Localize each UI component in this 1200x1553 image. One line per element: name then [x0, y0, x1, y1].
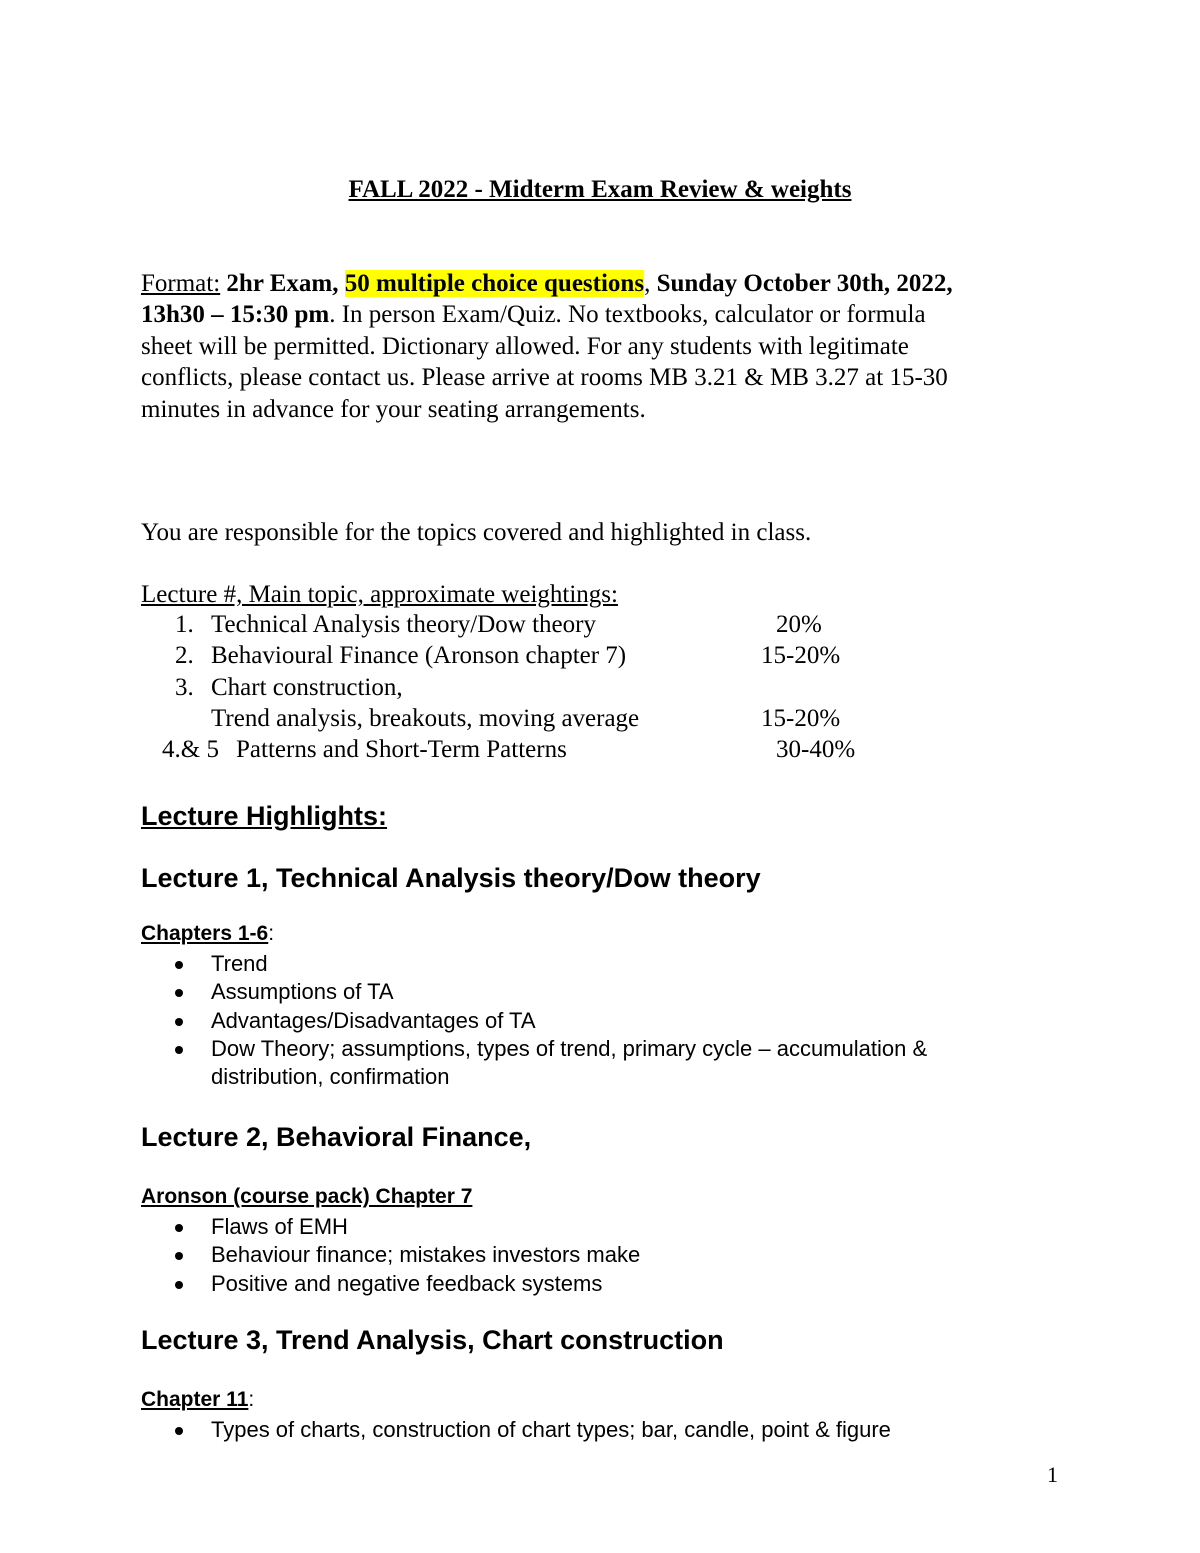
weight-row-value: 15-20% — [761, 642, 841, 669]
bullet-dot — [175, 1427, 183, 1435]
lecture-2-bullet: Flaws of EMH — [211, 1214, 348, 1239]
lecture-3-heading: Lecture 3, Trend Analysis, Chart construction — [141, 1325, 724, 1355]
weight-row-value: 20% — [776, 611, 822, 638]
lecture-3-bullet: Types of charts, construction of chart types; bar, candle, point & figure — [211, 1417, 891, 1442]
lecture-3-colon: : — [248, 1388, 255, 1411]
lecture-1-colon: : — [268, 922, 275, 945]
lecture-3-chapters-label: Chapter 11 — [141, 1388, 249, 1411]
weight-row-num: 4.& 5 — [162, 736, 219, 763]
lecture-1-bullet-continued: distribution, confirmation — [211, 1064, 450, 1089]
lecture-2-bullet: Positive and negative feedback systems — [211, 1271, 603, 1296]
bullet-dot — [175, 961, 183, 969]
weight-row-topic: Technical Analysis theory/Dow theory — [211, 611, 596, 638]
weight-row-num: 3. — [175, 674, 194, 701]
weight-row-num: 2. — [175, 642, 194, 669]
weight-row-value: 15-20% — [761, 705, 841, 732]
responsibility-note: You are responsible for the topics covered and highlighted in class. — [141, 519, 812, 546]
weight-row-topic: Trend analysis, breakouts, moving average — [211, 705, 640, 732]
weights-heading: Lecture #, Main topic, approximate weightings: — [141, 581, 618, 608]
exam-date: Sunday October 30th, 2022, — [656, 270, 953, 297]
format-line-2 — [141, 299, 926, 331]
bullet-dot — [175, 1281, 183, 1289]
weight-row-topic: Patterns and Short-Term Patterns — [236, 736, 567, 763]
document-title: FALL 2022 - Midterm Exam Review & weights — [348, 176, 852, 203]
lecture-1-bullet: Assumptions of TA — [211, 979, 394, 1004]
lecture-2-chapters: Aronson (course pack) Chapter 7 — [141, 1185, 473, 1208]
bullet-dot — [175, 989, 183, 997]
lecture-1-bullet: Dow Theory; assumptions, types of trend, primary cycle – accumulation & — [211, 1036, 928, 1061]
format-label: Format: — [141, 270, 221, 297]
bullet-dot — [175, 1224, 183, 1232]
weight-row-value: 30-40% — [776, 736, 856, 763]
format-line-5: minutes in advance for your seating arrangements. — [141, 396, 646, 423]
lecture-1-bullet: Advantages/Disadvantages of TA — [211, 1008, 536, 1033]
lecture-2-bullet: Behaviour finance; mistakes investors make — [211, 1242, 641, 1267]
format-line-4: conflicts, please contact us. Please arrive at rooms MB 3.21 & MB 3.27 at 15-30 — [141, 364, 948, 391]
bullet-dot — [175, 1046, 183, 1054]
format-line-1: Format: 2hr Exam, 50 multiple choice questions, Sunday October 30th, 2022, — [141, 270, 953, 297]
lecture-2-heading: Lecture 2, Behavioral Finance, — [141, 1122, 532, 1152]
format-line-2-text: . In person Exam/Quiz. No textbooks, calculator or formula — [329, 301, 926, 328]
highlights-heading: Lecture Highlights: — [141, 801, 388, 831]
lecture-1-bullet: Trend — [211, 951, 268, 976]
bullet-dot — [175, 1252, 183, 1260]
exam-time: 13h30 – 15:30 pm — [141, 301, 330, 328]
lecture-1-chapters-label: Chapters 1-6 — [141, 922, 269, 945]
weight-row-num: 1. — [175, 611, 194, 638]
page-number: 1 — [1047, 1462, 1058, 1487]
weight-row-topic: Chart construction, — [211, 674, 403, 701]
lecture-1-heading: Lecture 1, Technical Analysis theory/Dow theory — [141, 863, 761, 893]
weight-row-topic: Behavioural Finance (Aronson chapter 7) — [211, 642, 627, 669]
bullet-dot — [175, 1018, 183, 1026]
questions-highlight: 50 multiple choice questions — [344, 270, 645, 297]
lecture-3-chapters — [141, 1388, 254, 1412]
exam-length: 2hr Exam, — [226, 270, 339, 297]
format-line-3: sheet will be permitted. Dictionary allowed. For any students with legitimate — [141, 333, 909, 360]
lecture-1-chapters — [141, 922, 274, 946]
